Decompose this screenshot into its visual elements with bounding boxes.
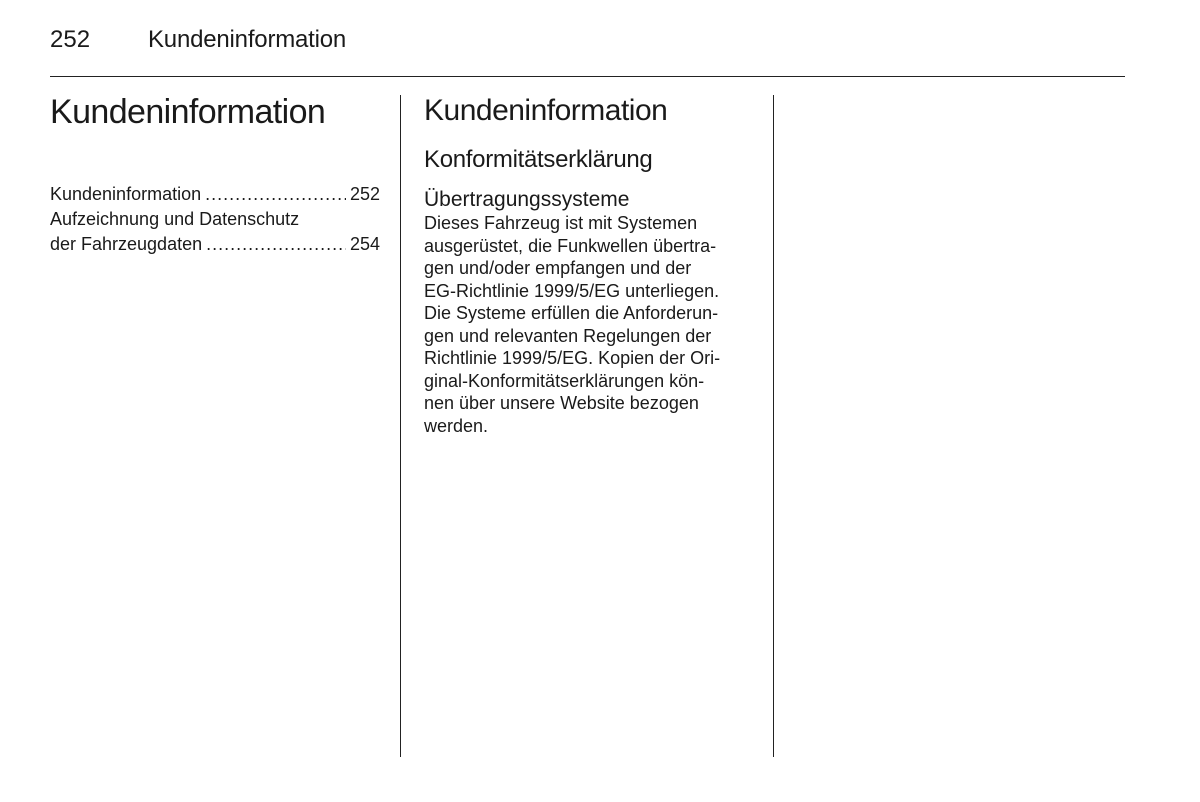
- toc-entry-page: 252: [349, 184, 380, 204]
- left-column: [50, 92, 380, 257]
- column-divider: [400, 95, 401, 757]
- body-line: nen über unsere Website bezogen: [424, 393, 699, 413]
- toc-entry-label-line-1: Aufzeichnung und Datenschutz: [50, 209, 300, 229]
- toc-entry-label: Kundeninformation: [50, 184, 202, 204]
- body-line: werden.: [424, 415, 489, 436]
- table-of-contents: [50, 182, 380, 257]
- section-title: Kundeninformation: [424, 94, 668, 127]
- page-number: 252: [50, 26, 91, 53]
- toc-leader-dots: [206, 232, 346, 257]
- toc-entry[interactable]: [50, 207, 380, 257]
- column-divider: [773, 95, 774, 757]
- body-line: gen und/oder empfangen und der: [424, 258, 692, 278]
- toc-entry-page: 254: [349, 234, 380, 254]
- chapter-title: Kundeninformation: [50, 93, 326, 131]
- body-line: Dieses Fahrzeug ist mit Systemen: [424, 213, 698, 233]
- toc-row: [50, 182, 380, 207]
- subsection-title: Konformitätserklärung: [424, 146, 653, 173]
- body-line: Richtlinie 1999/5/EG. Kopien der Ori-: [424, 348, 721, 368]
- middle-column: [424, 93, 754, 437]
- toc-row: [50, 207, 380, 232]
- body-line: ausgerüstet, die Funkwellen übertra-: [424, 235, 717, 256]
- subsubsection-title: Übertragungssysteme: [424, 188, 630, 211]
- body-line: ginal-Konformitätserklärungen kön-: [424, 370, 705, 391]
- body-line: EG-Richtlinie 1999/5/EG unterliegen.: [424, 280, 720, 301]
- body-line: gen und relevanten Regelungen der: [424, 325, 712, 346]
- running-title: Kundeninformation: [148, 26, 347, 53]
- body-line: Die Systeme erfüllen die Anforderun-: [424, 303, 719, 323]
- body-paragraph: [424, 212, 754, 437]
- page-header: [50, 26, 1125, 77]
- toc-entry-label-line-2: der Fahrzeugdaten: [50, 234, 203, 254]
- toc-entry[interactable]: [50, 182, 380, 207]
- toc-leader-dots: [205, 182, 346, 207]
- toc-row: [50, 232, 380, 257]
